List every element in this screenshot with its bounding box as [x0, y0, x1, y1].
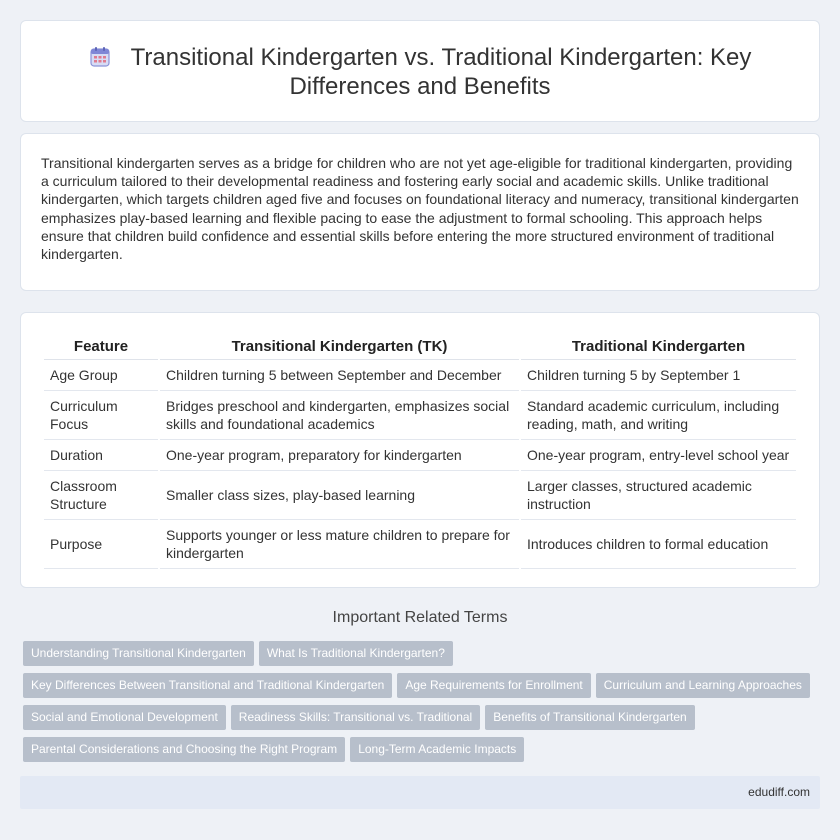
related-term-tag[interactable]: Key Differences Between Transitional and Traditional Kindergarten [23, 673, 392, 698]
header-traditional: Traditional Kindergarten [521, 333, 796, 360]
traditional-cell: Larger classes, structured academic instruction [521, 471, 796, 520]
related-term-tag[interactable]: Readiness Skills: Transitional vs. Traditional [231, 705, 480, 730]
feature-cell: Duration [44, 440, 158, 471]
related-term-tag[interactable]: Benefits of Transitional Kindergarten [485, 705, 694, 730]
feature-cell: Classroom Structure [44, 471, 158, 520]
related-terms-title: Important Related Terms [332, 609, 508, 626]
traditional-cell: One-year program, entry-level school year [521, 440, 796, 471]
tk-cell: One-year program, preparatory for kindergarten [160, 440, 519, 471]
tk-cell: Children turning 5 between September and December [160, 360, 519, 391]
feature-cell: Purpose [44, 520, 158, 569]
calendar-icon [89, 46, 111, 68]
related-term-tag[interactable]: Understanding Transitional Kindergarten [23, 641, 254, 666]
header-card [20, 20, 820, 122]
feature-cell: Age Group [44, 360, 158, 391]
title-line-1: Transitional Kindergarten vs. Traditional Kindergarten: Key [130, 44, 752, 71]
related-term-tag[interactable]: Parental Considerations and Choosing the Right Program [23, 737, 345, 762]
related-term-tag[interactable]: Long-Term Academic Impacts [350, 737, 524, 762]
tk-cell: Supports younger or less mature children to prepare for kindergarten [160, 520, 519, 569]
table-row [44, 391, 796, 440]
traditional-cell: Introduces children to formal education [521, 520, 796, 569]
table-header-row [44, 333, 796, 360]
table-row [44, 360, 796, 391]
table-row [44, 520, 796, 569]
traditional-cell: Children turning 5 by September 1 [521, 360, 796, 391]
related-term-tag[interactable]: Social and Emotional Development [23, 705, 226, 730]
site-link[interactable]: edudiff.com [748, 785, 810, 799]
related-term-tag[interactable]: Age Requirements for Enrollment [397, 673, 590, 698]
table-row [44, 440, 796, 471]
header-tk: Transitional Kindergarten (TK) [160, 333, 519, 360]
intro-paragraph: Transitional kindergarten serves as a bridge for children who are not yet age-eligible for traditional kindergarten, providing a curriculum tailored to their developmental readiness and fostering early social and academic skills. Unlike traditional kindergarten, which targets children aged five and focuses on foundational literacy and numeracy, transitional kindergarten emphasizes play-based learning and flexible pacing to ease the adjustment to formal schooling. This approach helps ensure that children build confidence and essential skills before entering the more structured environment of traditional kindergarten. [41, 155, 799, 263]
comparison-table-card [20, 312, 820, 588]
page-title [21, 43, 819, 101]
tk-cell: Bridges preschool and kindergarten, emphasizes social skills and foundational academics [160, 391, 519, 440]
traditional-cell: Standard academic curriculum, including reading, math, and writing [521, 391, 796, 440]
table-row [44, 471, 796, 520]
comparison-table [42, 333, 798, 569]
related-terms-list [23, 641, 823, 769]
footer-bar [20, 776, 820, 809]
feature-cell: Curriculum Focus [44, 391, 158, 440]
related-term-tag[interactable]: What Is Traditional Kindergarten? [259, 641, 453, 666]
tk-cell: Smaller class sizes, play-based learning [160, 471, 519, 520]
title-line-2: Differences and Benefits [289, 73, 551, 100]
header-feature: Feature [44, 333, 158, 360]
intro-card [20, 133, 820, 291]
related-term-tag[interactable]: Curriculum and Learning Approaches [596, 673, 810, 698]
